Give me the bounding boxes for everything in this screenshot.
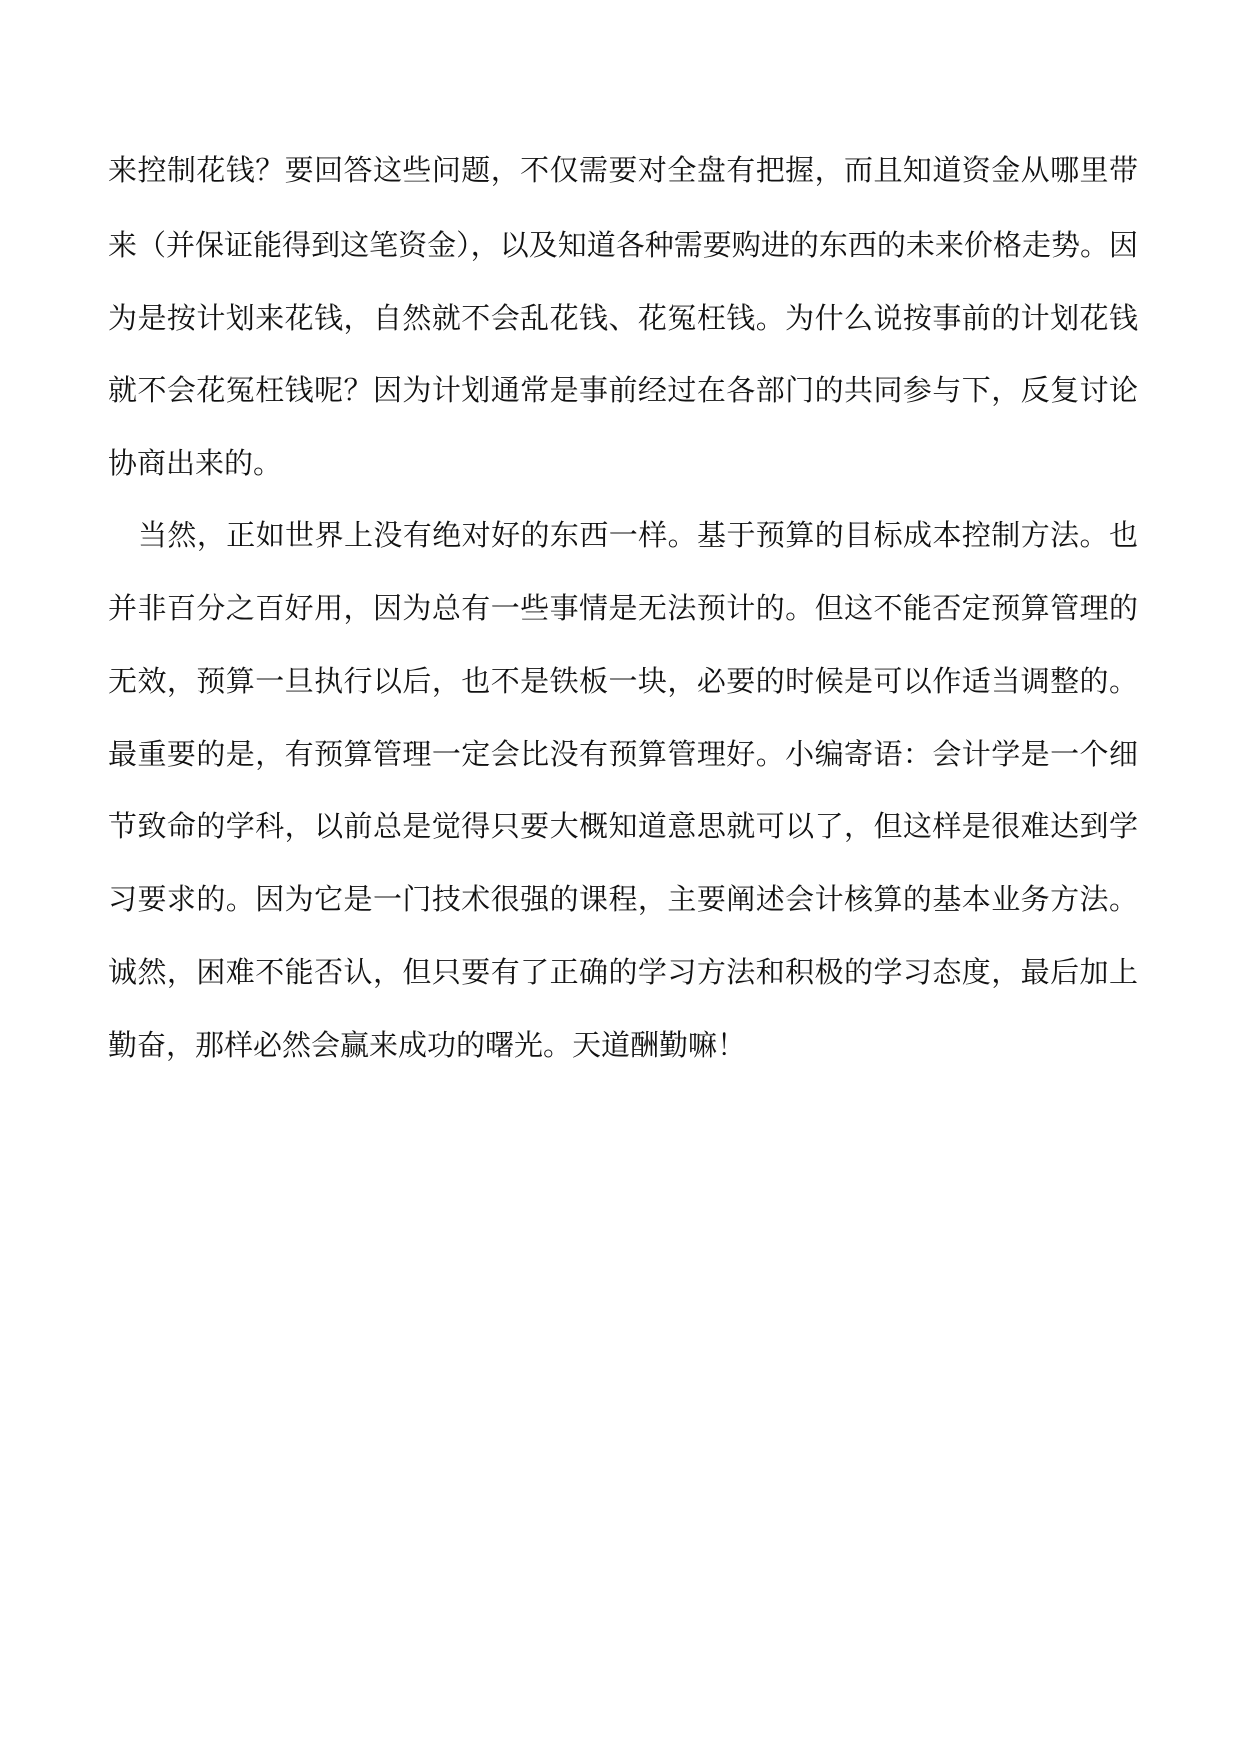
paragraph-2-line-7: 诚然，困难不能否认，但只要有了正确的学习方法和积极的学习态度，最后加上 xyxy=(108,955,1138,989)
paragraph-2-line-2: 并非百分之百好用，因为总有一些事情是无法预计的。但这不能否定预算管理的 xyxy=(108,591,1138,625)
paragraph-1-line-5: 协商出来的。 xyxy=(108,446,283,480)
paragraph-2-line-8: 勤奋，那样必然会赢来成功的曙光。天道酬勤嘛！ xyxy=(108,1028,747,1062)
paragraph-2-line-5: 节致命的学科，以前总是觉得只要大概知道意思就可以了，但这样是很难达到学 xyxy=(108,809,1138,843)
paragraph-2-line-3: 无效，预算一旦执行以后，也不是铁板一块，必要的时候是可以作适当调整的。 xyxy=(108,664,1138,698)
paragraph-1-line-3: 为是按计划来花钱，自然就不会乱花钱、花冤枉钱。为什么说按事前的计划花钱 xyxy=(108,301,1138,335)
paragraph-2-line-6: 习要求的。因为它是一门技术很强的课程，主要阐述会计核算的基本业务方法。 xyxy=(108,882,1138,916)
paragraph-1-line-2: 来（并保证能得到这笔资金），以及知道各种需要购进的东西的未来价格走势。因 xyxy=(108,228,1138,262)
paragraph-2-line-4: 最重要的是，有预算管理一定会比没有预算管理好。小编寄语：会计学是一个细 xyxy=(108,737,1138,771)
paragraph-1-line-1: 来控制花钱？要回答这些问题，不仅需要对全盘有把握，而且知道资金从哪里带 xyxy=(108,153,1138,187)
paragraph-1-line-4: 就不会花冤枉钱呢？因为计划通常是事前经过在各部门的共同参与下，反复讨论 xyxy=(108,373,1138,407)
paragraph-2-line-1: 当然，正如世界上没有绝对好的东西一样。基于预算的目标成本控制方法。也 xyxy=(138,518,1138,552)
